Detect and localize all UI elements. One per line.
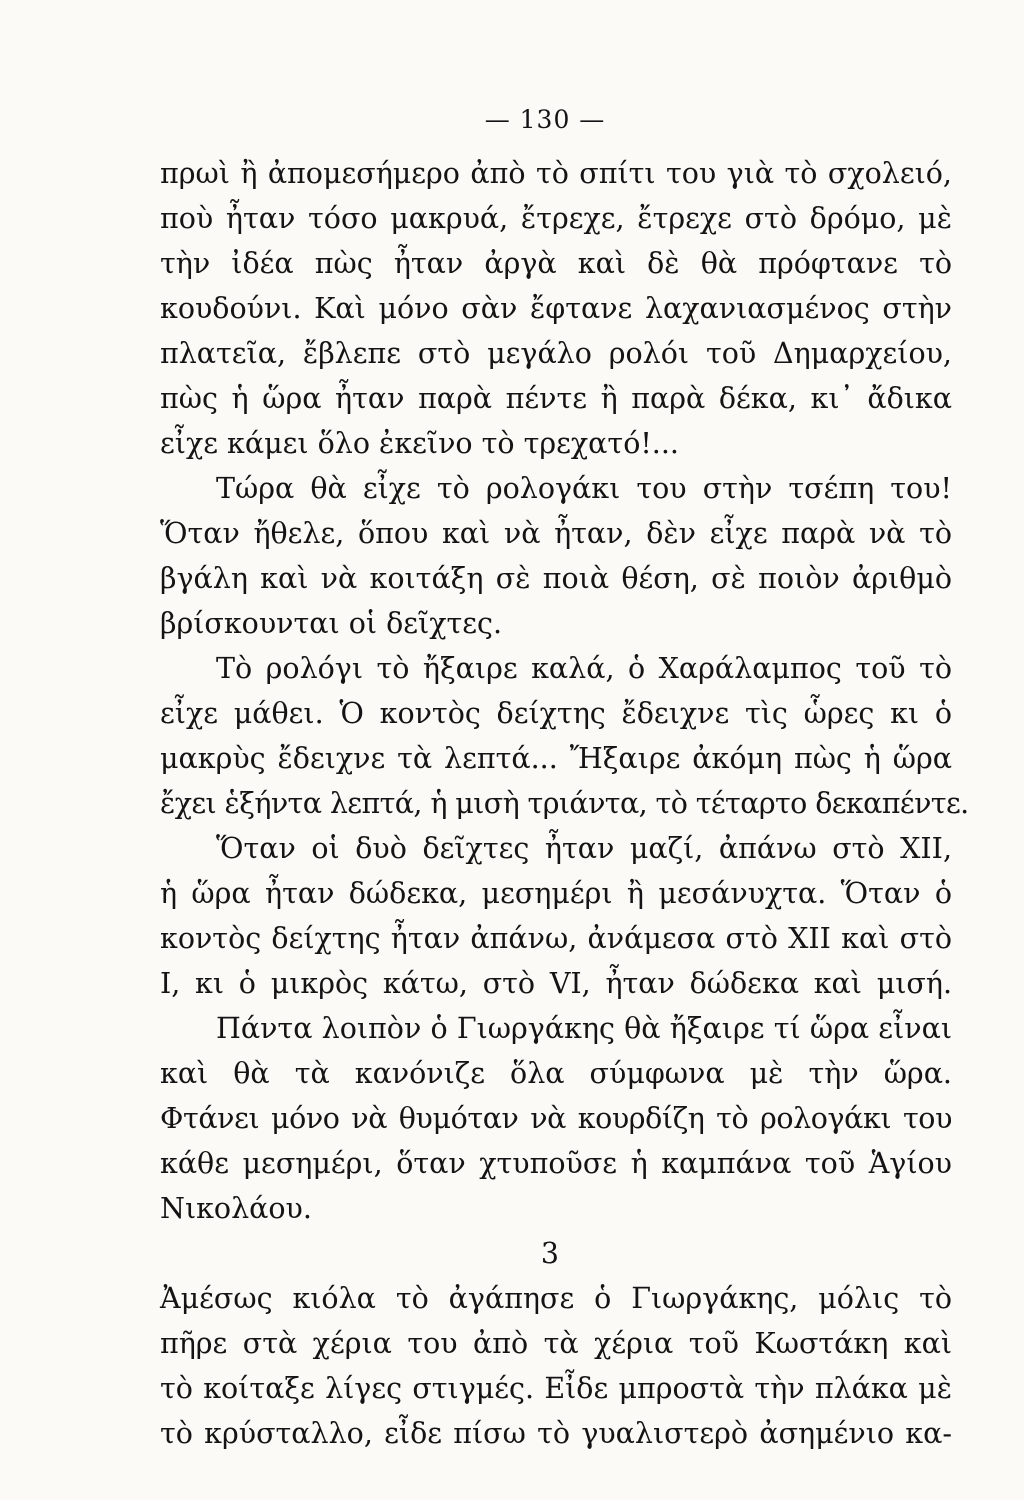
text-line: κουδούνι. Καὶ μόνο σὰν ἔφτανε λαχανιασμένος στὴν	[160, 292, 952, 325]
text-line: Τὸ ρολόγι τὸ ἤξαιρε καλά, ὁ Χαράλαμπος τοῦ τὸ	[216, 652, 952, 685]
text-line: Νικολάου.	[160, 1192, 312, 1225]
text-line: Τώρα θὰ εἶχε τὸ ρολογάκι του στὴν τσέπη του!	[216, 472, 952, 505]
text-line: εἶχε μάθει. Ὁ κοντὸς δείχτης ἔδειχνε τὶς ὧρες κι ὁ	[160, 697, 952, 730]
text-line: Ὅταν ἤθελε, ὅπου καὶ νὰ ἦταν, δὲν εἶχε παρὰ νὰ τὸ	[160, 517, 952, 550]
text-line: πῆρε στὰ χέρια του ἀπὸ τὰ χέρια τοῦ Κωστάκη καὶ	[160, 1327, 952, 1360]
text-line: Φτάνει μόνο νὰ θυμόταν νὰ κουρδίζη τὸ ρολογάκι του	[160, 1102, 952, 1135]
text-line: Ἀμέσως κιόλα τὸ ἀγάπησε ὁ Γιωργάκης, μόλις τὸ	[160, 1282, 952, 1315]
text-line: πρωὶ ἢ ἀπομεσήμερο ἀπὸ τὸ σπίτι του γιὰ τὸ σχολειό,	[160, 157, 952, 190]
text-line: μακρὺς ἔδειχνε τὰ λεπτά... Ἤξαιρε ἀκόμη πὼς ἡ ὥρα	[160, 742, 952, 775]
text-line: Ὅταν οἱ δυὸ δεῖχτες ἦταν μαζί, ἀπάνω στὸ XII,	[216, 832, 952, 865]
text-line: Πάντα λοιπὸν ὁ Γιωργάκης θὰ ἤξαιρε τί ὥρα εἶναι	[216, 1012, 952, 1045]
text-line: πὼς ἡ ὥρα ἦταν παρὰ πέντε ἢ παρὰ δέκα, κι᾿ ἄδικα	[160, 382, 952, 415]
text-line: ποὺ ἦταν τόσο μακρυά, ἔτρεχε, ἔτρεχε στὸ δρόμο, μὲ	[160, 202, 952, 235]
text-line: ἡ ὥρα ἦταν δώδεκα, μεσημέρι ἢ μεσάνυχτα. Ὅταν ὁ	[160, 877, 952, 910]
text-line: I, κι ὁ μικρὸς κάτω, στὸ VI, ἦταν δώδεκα καὶ μισή.	[160, 967, 952, 1000]
text-line: πλατεῖα, ἔβλεπε στὸ μεγάλο ρολόι τοῦ Δημαρχείου,	[160, 337, 952, 370]
text-line: τὴν ἰδέα πὼς ἦταν ἀργὰ καὶ δὲ θὰ πρόφτανε τὸ	[160, 247, 952, 280]
text-line: κάθε μεσημέρι, ὅταν χτυποῦσε ἡ καμπάνα τοῦ Ἁγίου	[160, 1147, 952, 1180]
text-line: βρίσκουνται οἱ δεῖχτες.	[160, 607, 503, 640]
text-line: κοντὸς δείχτης ἦταν ἀπάνω, ἀνάμεσα στὸ XII καὶ στὸ	[160, 922, 952, 955]
text-line: ἔχει ἑξήντα λεπτά, ἡ μισὴ τριάντα, τὸ τέταρτο δεκαπέντε.	[160, 787, 969, 820]
text-line: βγάλη καὶ νὰ κοιτάξη σὲ ποιὰ θέση, σὲ ποιὸν ἀριθμὸ	[160, 562, 952, 595]
text-line: εἶχε κάμει ὅλο ἐκεῖνο τὸ τρεχατό!...	[160, 427, 679, 460]
text-line: τὸ κοίταξε λίγες στιγμές. Εἶδε μπροστὰ τὴν πλάκα μὲ	[160, 1372, 952, 1405]
text-line: τὸ κρύσταλλο, εἶδε πίσω τὸ γυαλιστερὸ ἀσημένιο κα-	[160, 1417, 952, 1450]
page-number: — 130 —	[484, 105, 606, 134]
text-line: καὶ θὰ τὰ κανόνιζε ὅλα σύμφωνα μὲ τὴν ὥρα.	[160, 1057, 952, 1090]
section-number: 3	[540, 1237, 560, 1270]
